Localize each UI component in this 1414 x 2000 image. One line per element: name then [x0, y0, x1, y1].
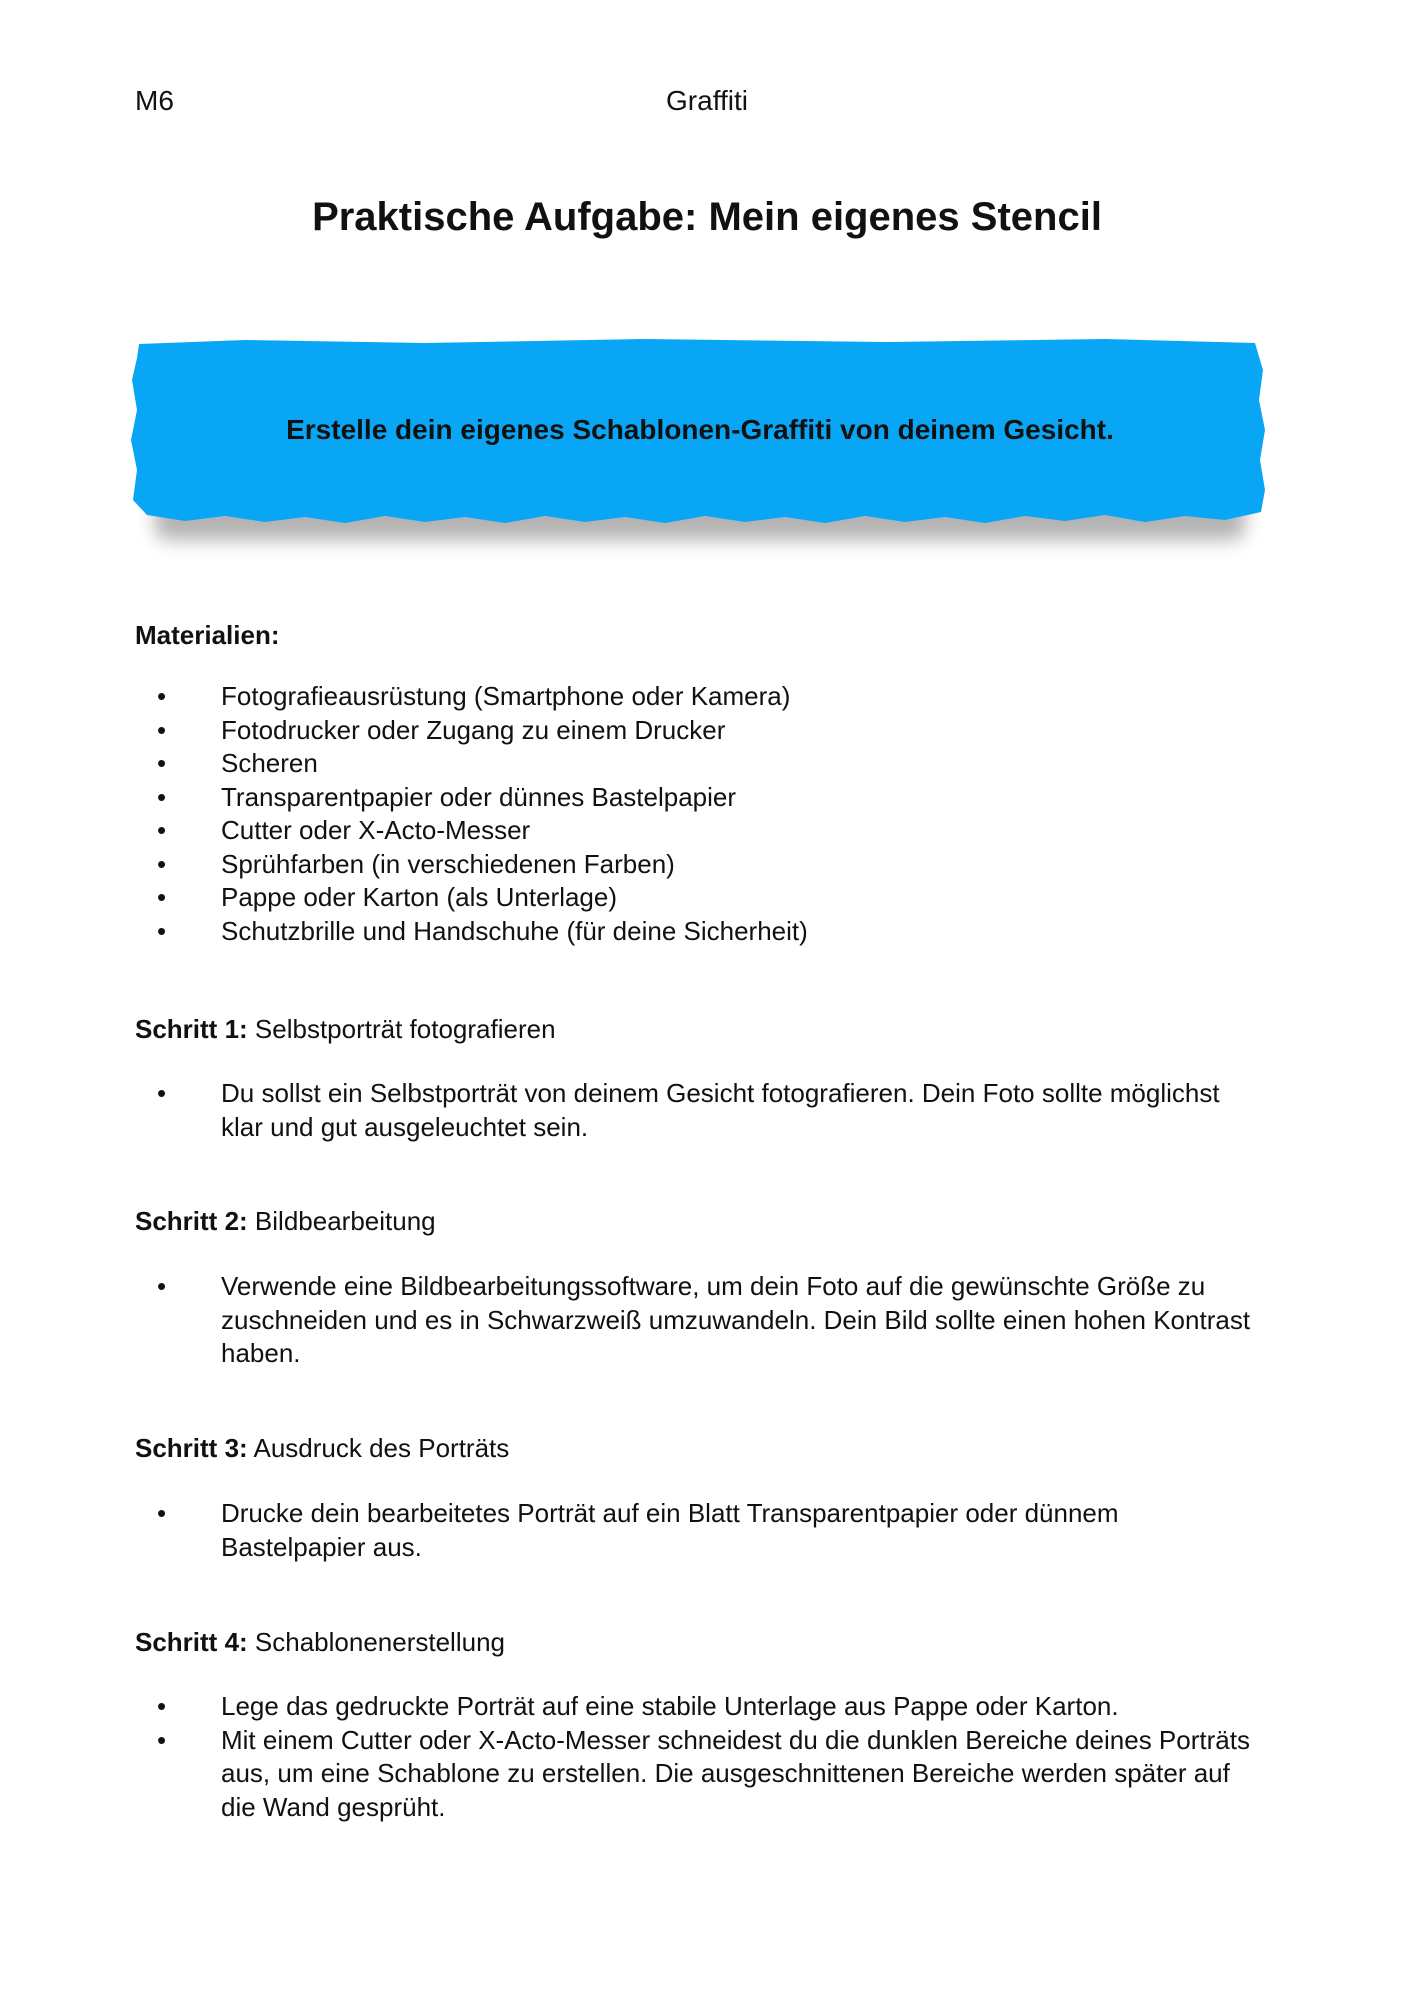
bullet-icon: •: [157, 681, 167, 711]
step-4-heading: [135, 1625, 505, 1659]
list-item: • Verwende eine Bildbearbeitungssoftware, um dein Foto auf die gewünschte Größe zu zuschneiden und es in Schwarzweiß umzuwandeln. Dein Bild sollte einen hohen Kontrast haben.: [157, 1271, 1251, 1368]
step-3-label: Schritt 3:: [135, 1433, 248, 1463]
bullet-icon: •: [157, 915, 167, 946]
list-item: • Drucke dein bearbeitetes Porträt auf ein Blatt Transparentpapier oder dünnem Bastelpapier aus.: [157, 1498, 1119, 1562]
step-2-list: [135, 1270, 1290, 1371]
header-topic: Graffiti: [666, 85, 748, 116]
list-item: • Mit einem Cutter oder X-Acto-Messer schneidest du die dunklen Bereiche deines Porträts aus, um eine Schablone zu erstellen. Die ausgeschnittenen Bereiche werden später auf die Wand gesprüht.: [157, 1724, 1250, 1822]
bullet-icon: •: [157, 848, 167, 879]
bullet-icon: •: [157, 1724, 167, 1755]
bullet-icon: •: [157, 882, 167, 912]
list-item: • Du sollst ein Selbstporträt von deinem Gesicht fotografieren. Dein Foto sollte möglichst klar und gut ausgeleuchtet sein.: [157, 1078, 1220, 1142]
materials-heading: [135, 618, 280, 652]
list-item: • Fotodrucker oder Zugang zu einem Drucker: [135, 714, 1285, 748]
materials-heading-label: Materialien:: [135, 620, 280, 650]
list-item: • Scheren: [135, 747, 1285, 781]
step-1-title: Selbstporträt fotografieren: [254, 1014, 556, 1044]
step-3-list: [135, 1497, 1265, 1564]
step-4-title: Schablonenerstellung: [254, 1627, 505, 1657]
step-2-label: Schritt 2:: [135, 1206, 248, 1236]
bullet-icon: •: [157, 815, 167, 845]
list-item: • Transparentpapier oder dünnes Bastelpapier: [135, 781, 1285, 815]
bullet-icon: •: [157, 748, 167, 778]
materials-list: [135, 680, 1285, 948]
list-item: • Schutzbrille und Handschuhe (für deine Sicherheit): [135, 915, 1285, 949]
step-2-title: Bildbearbeitung: [254, 1206, 436, 1236]
page-title: Praktische Aufgabe: Mein eigenes Stencil: [312, 195, 1102, 239]
bullet-icon: •: [157, 714, 167, 745]
bullet-icon: •: [157, 1078, 167, 1108]
step-1-label: Schritt 1:: [135, 1014, 248, 1044]
step-3-title: Ausdruck des Porträts: [253, 1433, 510, 1463]
list-item: • Cutter oder X-Acto-Messer: [135, 814, 1285, 848]
bullet-icon: •: [157, 1271, 167, 1301]
step-1-heading: [135, 1012, 556, 1046]
step-3-heading: [135, 1431, 509, 1465]
list-item: • Sprühfarben (in verschiedenen Farben): [135, 848, 1285, 882]
header-code: M6: [135, 85, 174, 116]
bullet-icon: •: [157, 781, 167, 812]
step-4-label: Schritt 4:: [135, 1627, 248, 1657]
step-2-heading: [135, 1204, 436, 1238]
list-item: • Fotografieausrüstung (Smartphone oder Kamera): [135, 680, 1285, 714]
bullet-icon: •: [157, 1691, 167, 1721]
step-1-list: [135, 1077, 1265, 1144]
list-item: • Pappe oder Karton (als Unterlage): [135, 881, 1285, 915]
banner-text: Erstelle dein eigenes Schablonen-Graffiti von deinem Gesicht.: [286, 414, 1114, 445]
step-4-list: [135, 1690, 1265, 1824]
bullet-icon: •: [157, 1498, 167, 1528]
list-item: • Lege das gedruckte Porträt auf eine stabile Unterlage aus Pappe oder Karton.: [135, 1690, 1265, 1724]
task-banner: [125, 330, 1275, 560]
